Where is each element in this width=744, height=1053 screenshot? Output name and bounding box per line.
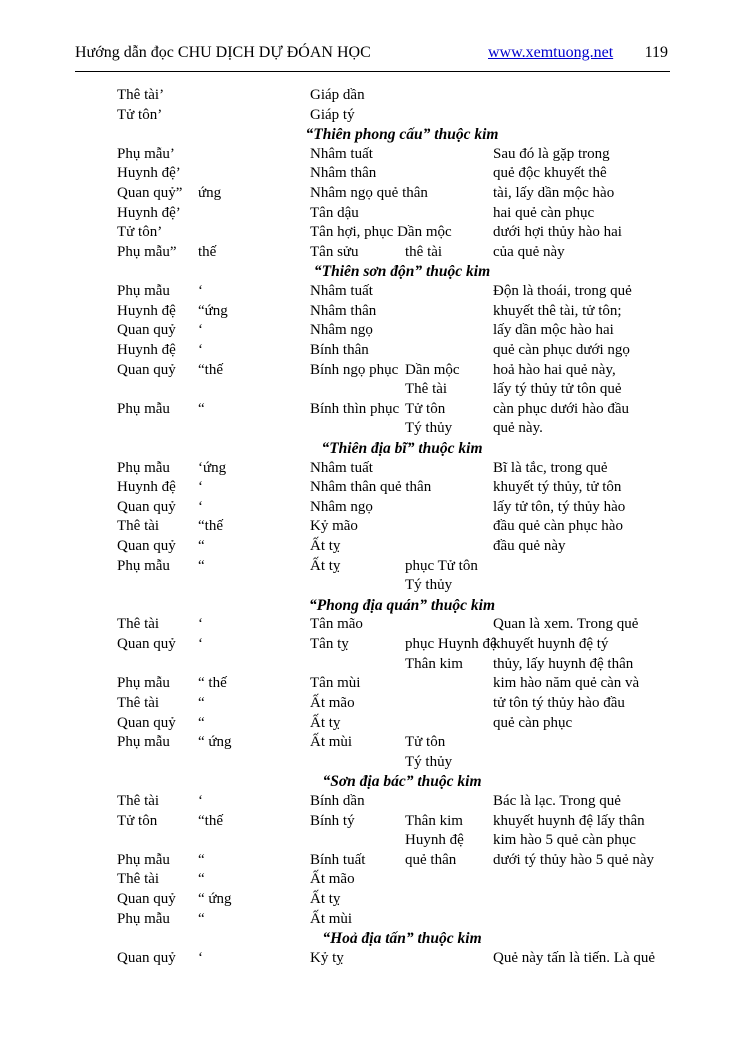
line-mark: ‘ (198, 636, 203, 653)
line-label: Thê tài’ (117, 87, 165, 103)
stem-branch: Bính tý (310, 812, 355, 829)
note: Sau đó là gặp trong (493, 145, 610, 162)
stem-branch: Tân sửu (310, 243, 359, 260)
line-mark: ‘ứng (198, 459, 227, 476)
line-mark: ‘ (198, 792, 203, 809)
stem-branch: Kỷ mão (310, 518, 358, 535)
note: Quan là xem. Trong quẻ (493, 616, 639, 633)
line-label: Quan quỷ (117, 890, 176, 907)
stem-branch: Ất mùi (310, 910, 353, 927)
line-mark: ‘ (198, 283, 203, 300)
table-row (0, 184, 744, 204)
table-row (0, 498, 744, 518)
note: quẻ càn phục dưới ngọ (493, 341, 630, 358)
stem-branch: Tân mùi (310, 675, 361, 692)
table-row (0, 380, 744, 400)
stem-branch: Ất mão (310, 871, 355, 888)
hidden-line: quẻ thân (405, 851, 457, 868)
table-row (0, 86, 744, 106)
section-heading: “Thiên địa bĩ” thuộc kim (321, 439, 483, 457)
stem-branch: Bính thân (310, 341, 369, 358)
table-row (0, 635, 744, 655)
stem-branch: Giáp dần (310, 87, 365, 103)
stem-branch: Tân tỵ (310, 636, 349, 653)
line-label: Thê tài (117, 871, 160, 888)
table-row (0, 910, 744, 930)
note: quẻ này. (493, 420, 543, 437)
stem-branch: Ất tỵ (310, 538, 341, 555)
line-label: Thê tài (117, 518, 160, 535)
page-header (75, 44, 670, 66)
line-label: Huynh đệ (117, 479, 176, 496)
table-row (0, 419, 744, 439)
table-row (0, 204, 744, 224)
line-label: Quan quỷ (117, 538, 176, 555)
stem-branch: Nhâm tuất (310, 459, 373, 476)
table-row (0, 812, 744, 832)
line-label: Phụ mẫu (117, 910, 170, 927)
section-heading: “Thiên sơn độn” thuộc kim (313, 263, 491, 281)
stem-branch: Nhâm tuất (310, 283, 373, 300)
line-label: Quan quỷ (117, 498, 176, 515)
table-row (0, 674, 744, 694)
line-label: Huynh đệ’ (117, 204, 181, 221)
table-row (0, 576, 744, 596)
table-row (0, 870, 744, 890)
stem-branch: Nhâm ngọ (310, 322, 373, 339)
stem-branch: Bính thìn phục (310, 400, 400, 417)
line-mark: “ (198, 400, 205, 417)
line-label: Thê tài (117, 792, 160, 809)
line-mark: thế (198, 243, 217, 260)
table-row (0, 282, 744, 302)
hidden-line: Tý thủy (405, 420, 453, 437)
note: Bĩ là tắc, trong quẻ (493, 459, 608, 476)
hidden-line: Thê tài (405, 381, 448, 398)
table-row (0, 537, 744, 557)
note: của quẻ này (493, 243, 565, 260)
stem-branch: Giáp tý (310, 106, 355, 123)
line-label: Huynh đệ’ (117, 165, 181, 182)
line-label: Phụ mẫu’ (117, 145, 175, 162)
table-row (0, 655, 744, 675)
stem-branch: Tân dậu (310, 204, 359, 221)
line-mark: “ thế (198, 675, 227, 692)
stem-branch: Tân hợi, phục Dần mộc (310, 224, 452, 241)
note: Độn là thoái, trong quẻ (493, 283, 632, 300)
stem-branch: Nhâm thân (310, 165, 377, 182)
note: tử tôn tý thủy hào đầu (493, 694, 625, 711)
table-row (0, 243, 744, 263)
line-label: Quan quỷ (117, 636, 176, 653)
note: kim hào năm quẻ càn và (493, 675, 640, 692)
table-row (0, 557, 744, 577)
table-row (0, 223, 744, 243)
section-heading: “Hoả địa tấn” thuộc kim (322, 930, 482, 948)
note: khuyết huynh đệ lấy thân (493, 812, 645, 829)
line-mark: ứng (198, 185, 222, 202)
table-row (0, 714, 744, 734)
line-mark: ‘ (198, 949, 203, 966)
stem-branch: Bính ngọ phục (310, 361, 399, 378)
line-mark: ‘ (198, 616, 203, 633)
hidden-line: Tý thủy (405, 577, 453, 594)
hidden-line: Thân kim (405, 655, 463, 672)
hidden-line: Tử tôn (405, 734, 446, 751)
line-label: Quan quỷ (117, 361, 176, 378)
note: đầu quẻ này (493, 538, 566, 555)
line-label: Phụ mẫu (117, 675, 170, 692)
note: Quẻ này tấn là tiến. Là quẻ (493, 949, 656, 966)
table-row (0, 478, 744, 498)
hidden-line: Thân kim (405, 812, 463, 829)
note: dưới tý thủy hào 5 quẻ này (493, 851, 655, 868)
line-label: Phụ mẫu” (117, 243, 177, 260)
line-label: Phụ mẫu (117, 283, 170, 300)
line-label: Quan quỷ (117, 949, 176, 966)
line-label: Thê tài (117, 694, 160, 711)
line-mark: “ (198, 851, 205, 868)
stem-branch: Ất tỵ (310, 714, 341, 731)
line-mark: “ (198, 714, 205, 731)
stem-branch: Bính dần (310, 792, 365, 809)
note: dưới hợi thủy hào hai (493, 224, 622, 241)
note: lấy dần mộc hào hai (493, 322, 614, 339)
section-heading: “Sơn địa bác” thuộc kim (322, 773, 482, 791)
stem-branch: Ất tỵ (310, 890, 341, 907)
note: đầu quẻ càn phục hào (493, 518, 623, 535)
line-label: Tử tôn (117, 812, 158, 829)
table-row (0, 890, 744, 910)
line-label: Phụ mẫu (117, 459, 170, 476)
hidden-line: phục Tử tôn (405, 557, 478, 574)
table-row (0, 361, 744, 381)
line-mark: ‘ (198, 498, 203, 515)
note: thủy, lấy huynh đệ thân (493, 655, 634, 672)
stem-branch: Tân mão (310, 616, 363, 633)
table-row (0, 753, 744, 773)
stem-branch: Ất mùi (310, 734, 353, 751)
hidden-line: thê tài (405, 243, 443, 260)
line-label: Phụ mẫu (117, 734, 170, 751)
table-row (0, 341, 744, 361)
stem-branch: Ất tỵ (310, 557, 341, 574)
line-label: Thê tài (117, 616, 160, 633)
line-mark: “ ứng (198, 890, 232, 907)
line-label: Huynh đệ (117, 341, 176, 358)
section-heading: “Thiên phong cấu” thuộc kim (305, 126, 499, 144)
stem-branch: Nhâm thân quẻ thân (310, 479, 432, 496)
stem-branch: Nhâm tuất (310, 145, 373, 162)
table-row (0, 400, 744, 420)
line-label: Quan quỷ” (117, 185, 183, 202)
note: lấy tý thủy tử tôn quẻ (493, 381, 622, 398)
stem-branch: Bính tuất (310, 851, 366, 868)
note: càn phục dưới hào đầu (493, 400, 630, 417)
line-mark: “ (198, 871, 205, 888)
table-row (0, 851, 744, 871)
table-row (0, 517, 744, 537)
line-mark: “ ứng (198, 734, 232, 751)
line-label: Huynh đệ (117, 302, 176, 319)
note: khuyết huynh đệ tý (493, 636, 609, 653)
line-label: Phụ mẫu (117, 400, 170, 417)
note: quẻ càn phục (493, 714, 573, 731)
line-mark: “thế (198, 518, 223, 535)
section-heading: “Phong địa quán” thuộc kim (308, 596, 496, 614)
line-label: Phụ mẫu (117, 851, 170, 868)
hidden-line: Tử tôn (405, 400, 446, 417)
note: hai quẻ càn phục (493, 204, 595, 221)
table-row (0, 831, 744, 851)
line-mark: “thế (198, 361, 223, 378)
line-mark: “ứng (198, 302, 228, 319)
line-label: Quan quỷ (117, 322, 176, 339)
table-row (0, 459, 744, 479)
table-row (0, 302, 744, 322)
note: kim hào 5 quẻ càn phục (493, 832, 636, 849)
table-row (0, 164, 744, 184)
line-mark: ‘ (198, 479, 203, 496)
note: quẻ độc khuyết thê (493, 165, 607, 182)
table-row (0, 733, 744, 753)
hidden-line: Huynh đệ (405, 832, 464, 849)
hidden-line: Tý thủy (405, 753, 453, 770)
line-mark: “ (198, 694, 205, 711)
note: lấy tử tôn, tý thủy hào (493, 498, 626, 515)
stem-branch: Ất mão (310, 694, 355, 711)
note: tài, lấy dần mộc hào (493, 185, 615, 202)
note: khuyết thê tài, tử tôn; (493, 302, 622, 319)
hexagram-table (0, 86, 744, 968)
line-label: Tử tôn’ (117, 106, 163, 123)
line-mark: “ (198, 538, 205, 555)
stem-branch: Nhâm ngọ quẻ thân (310, 185, 428, 202)
line-mark: ‘ (198, 341, 203, 358)
note: hoả hào hai quẻ này, (493, 361, 616, 378)
stem-branch: Kỷ tỵ (310, 949, 344, 966)
line-mark: “ (198, 910, 205, 927)
page-header-title: Hướng dẫn đọc CHU DỊCH DỰ ĐÓAN HỌC (75, 44, 371, 61)
hidden-line: Dần mộc (405, 361, 460, 378)
line-mark: “ (198, 557, 205, 574)
line-mark: ‘ (198, 322, 203, 339)
stem-branch: Nhâm ngọ (310, 498, 373, 515)
table-row (0, 792, 744, 812)
table-row (0, 321, 744, 341)
header-divider (75, 71, 670, 72)
line-label: Tử tôn’ (117, 224, 163, 241)
table-row (0, 615, 744, 635)
website-link[interactable]: www.xemtuong.net (488, 44, 614, 61)
line-mark: “thế (198, 812, 223, 829)
stem-branch: Nhâm thân (310, 302, 377, 319)
table-row (0, 949, 744, 969)
table-row (0, 145, 744, 165)
note: Bác là lạc. Trong quẻ (493, 792, 621, 809)
line-label: Phụ mẫu (117, 557, 170, 574)
hidden-line: phục Huynh đệ (405, 636, 497, 653)
table-row (0, 694, 744, 714)
page-number: 119 (644, 44, 668, 61)
line-label: Quan quỷ (117, 714, 176, 731)
note: khuyết tý thủy, tử tôn (493, 479, 622, 496)
table-row (0, 106, 744, 126)
